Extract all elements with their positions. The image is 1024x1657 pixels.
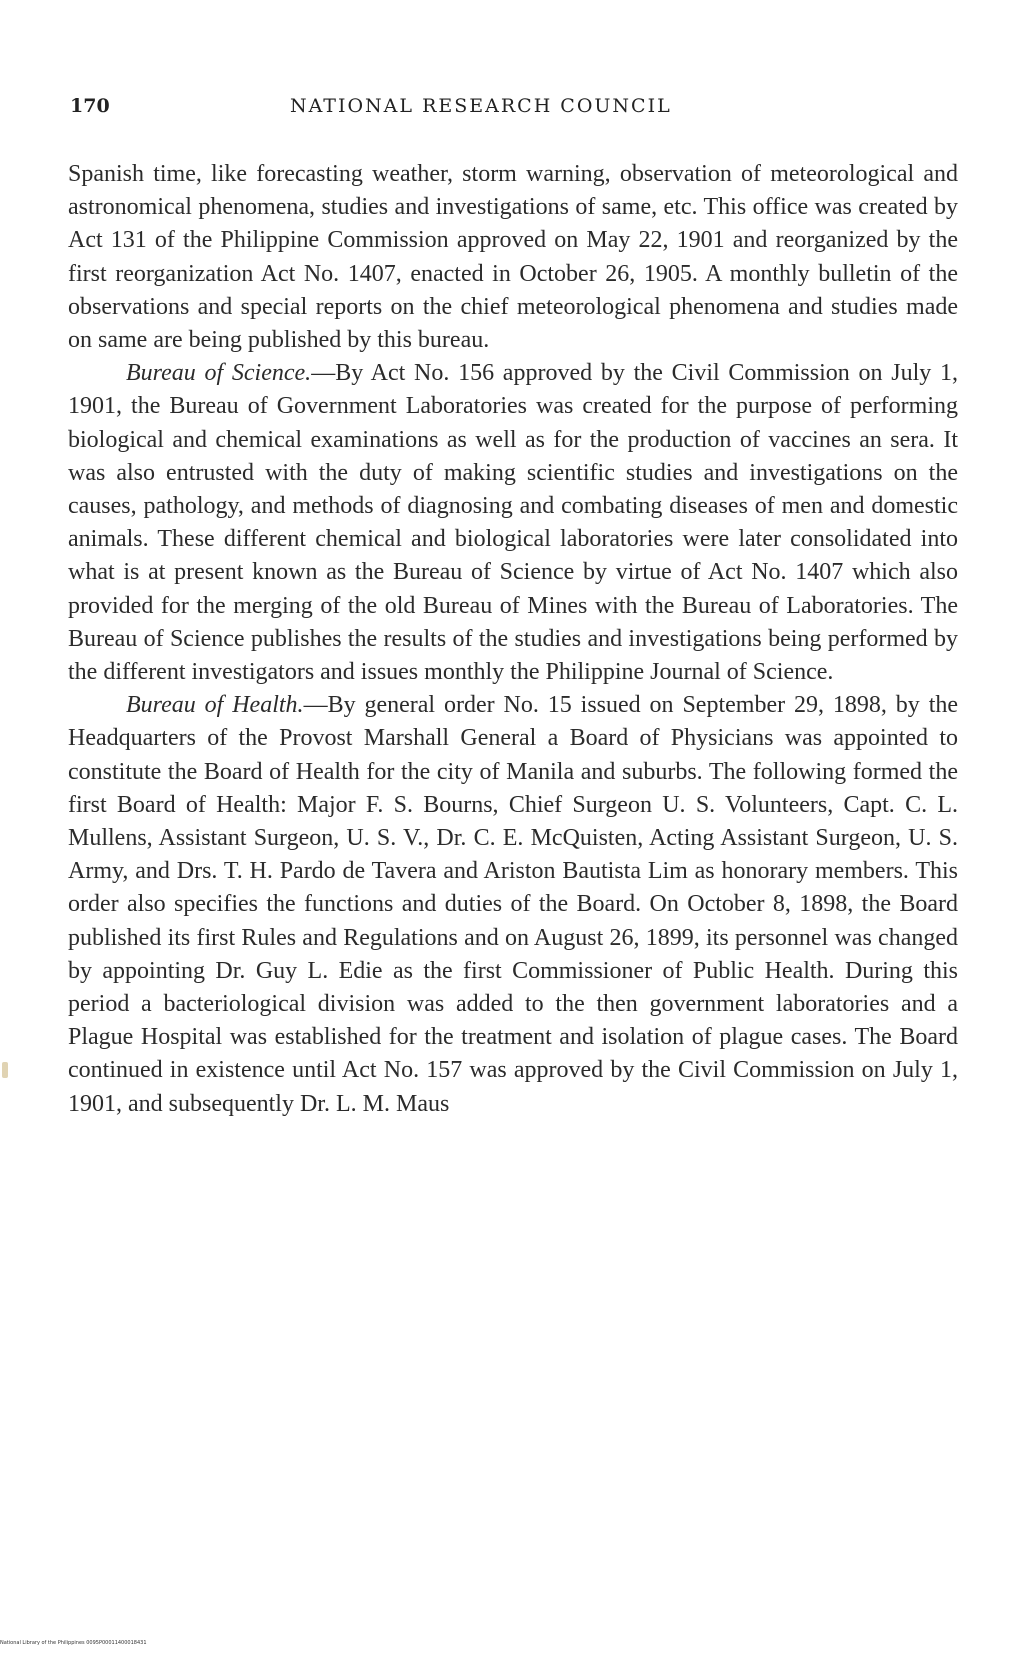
running-title: NATIONAL RESEARCH COUNCIL — [290, 95, 672, 117]
paragraph-text: —By Act No. 156 approved by the Civil Commission on July 1, 1901, the Bureau of Government Laboratories was created for the purpose of performing biological and chemical examinations as well as for the production of vaccines an sera. It was also entrusted with the duty of making scientific studies and investigations on the causes, pathology, and methods of diagnosing and combating diseases of men and domestic animals. These different chemical and biological laboratories were later consolidated into what is at present known as the Bureau of Science by virtue of Act No. 1407 which also provided for the merging of the old Bureau of Mines with the Bureau of Laboratories. The Bureau of Science publishes the results of the studies and investigations being performed by the different investigators and issues monthly the Philippine Journal of Science. — [68, 360, 958, 686]
body-text — [68, 158, 958, 1121]
paragraph-bureau-of-health — [68, 689, 958, 1121]
paragraph-bureau-of-science — [68, 357, 958, 689]
section-heading-bureau-of-science: Bureau of Science. — [126, 360, 312, 387]
page-header — [70, 95, 960, 125]
page-number: 170 — [70, 95, 110, 117]
scan-footer-note: National Library of the Philippines 0095P00011400018431 — [0, 1640, 147, 1646]
paragraph-text: Spanish time, like forecasting weather, storm warning, observation of meteorological and astronomical phenomena, studies and investigations of same, etc. This office was created by Act 131 of the Philippine Commission approved on May 22, 1901 and reorganized by the first reorganization Act No. 1407, enacted in October 26, 1905. A monthly bulletin of the observations and special reports on the chief meteorological phenomena and studies made on same are being published by this bureau. — [68, 161, 958, 354]
paragraph-continuation — [68, 158, 958, 357]
margin-mark — [2, 1062, 8, 1078]
paragraph-text: —By general order No. 15 issued on September 29, 1898, by the Headquarters of the Provost Marshall General a Board of Physicians was appointed to constitute the Board of Health for the city of Manila and suburbs. The following formed the first Board of Health: Major F. S. Bourns, Chief Surgeon U. S. Volunteers, Capt. C. L. Mullens, Assistant Surgeon, U. S. V., Dr. C. E. McQuisten, Acting Assistant Surgeon, U. S. Army, and Drs. T. H. Pardo de Tavera and Ariston Bautista Lim as honorary members. This order also specifies the functions and duties of the Board. On October 8, 1898, the Board published its first Rules and Regulations and on August 26, 1899, its personnel was changed by appointing Dr. Guy L. Edie as the first Commissioner of Public Health. During this period a bacteriological division was added to the then government laboratories and a Plague Hospital was established for the treatment and isolation of plague cases. The Board continued in existence until Act No. 157 was approved by the Civil Commission on July 1, 1901, and subsequently Dr. L. M. Maus — [68, 692, 959, 1117]
section-heading-bureau-of-health: Bureau of Health. — [126, 692, 304, 719]
